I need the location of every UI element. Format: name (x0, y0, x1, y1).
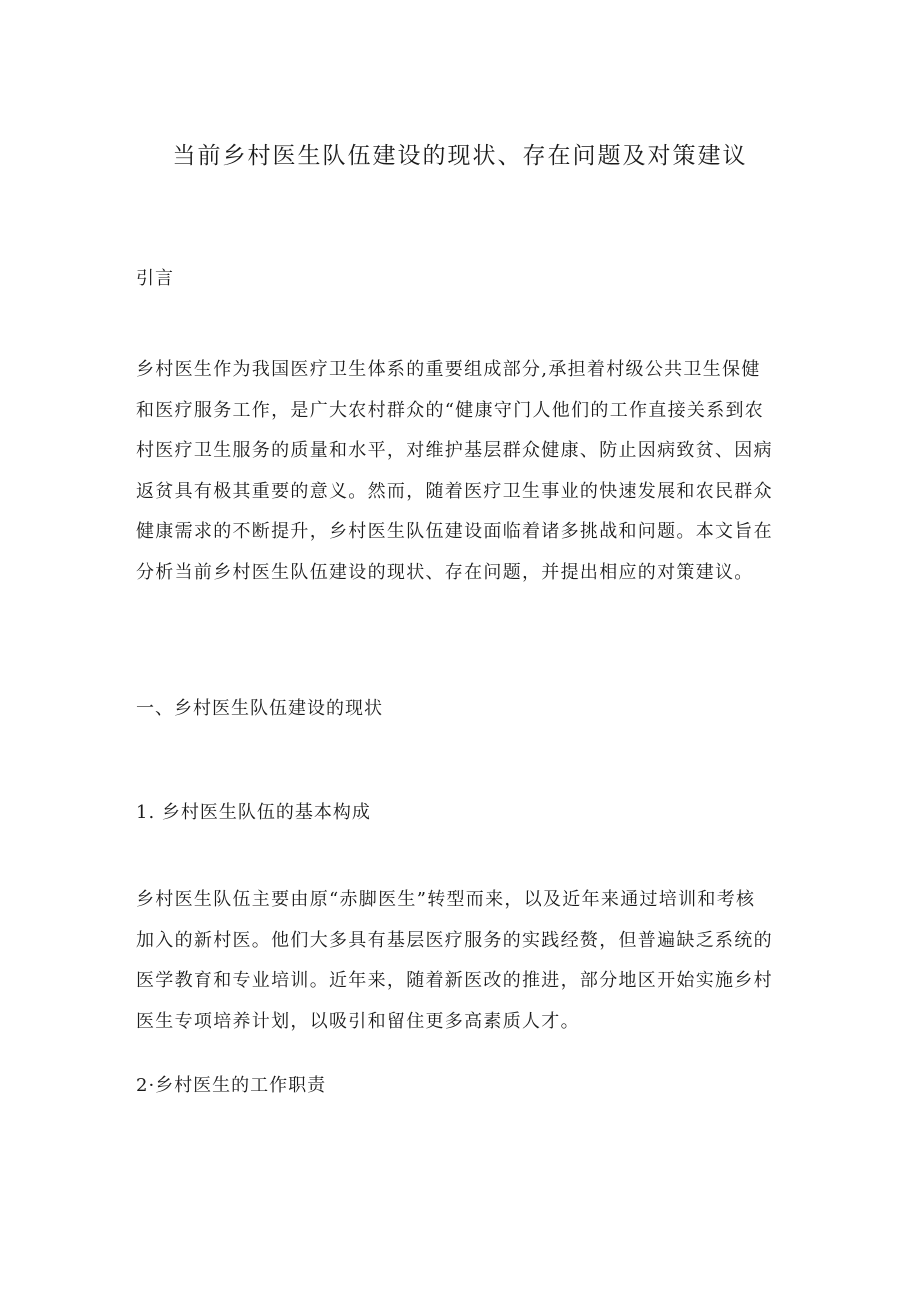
intro-line: 返贫具有极其重要的意义。然而，随着医疗卫生事业的快速发展和农民群众 (136, 480, 773, 502)
intro-line: 健康需求的不断提升，乡村医生队伍建设面临着诸多挑战和问题。本文旨在 (136, 521, 773, 542)
subsection-2-heading: 2·乡村医生的工作职责 (136, 1075, 327, 1096)
subsection-1-line: 医生专项培养计划，以吸引和留住更多高素质人才。 (136, 1010, 580, 1032)
subsection-1-heading: 1. 乡村医生队伍的基本构成 (136, 802, 371, 823)
subsection-1-paragraph (136, 880, 792, 1042)
section-1-heading: 一、乡村医生队伍建设的现状 (136, 698, 383, 719)
document-title: 当前乡村医生队伍建设的现状、存在问题及对策建议 (172, 143, 748, 169)
intro-line: 分析当前乡村医生队伍建设的现状、存在问题，并提出相应的对策建议。 (136, 561, 754, 583)
subsection-1-line: 乡村医生队伍主要由原“赤脚医生”转型而来，以及近年来通过培训和考核 (136, 889, 756, 910)
intro-line: 乡村医生作为我国医疗卫生体系的重要组成部分,承担着村级公共卫生保健 (136, 359, 761, 380)
subsection-1-line: 医学教育和专业培训。近年来，随着新医改的推进，部分地区开始实施乡村 (136, 970, 773, 991)
intro-line: 和医疗服务工作，是广大农村群众的“健康守门人他们的工作直接关系到农 (136, 399, 765, 421)
subsection-1-line: 加入的新村医。他们大多具有基层医疗服务的实践经赘，但普遍缺乏系统的 (136, 929, 773, 951)
intro-paragraph (136, 350, 792, 593)
intro-line: 村医疗卫生服务的质量和水平，对维护基层群众健康、防止因病致贫、因病 (136, 440, 773, 461)
intro-heading: 引言 (136, 268, 174, 289)
